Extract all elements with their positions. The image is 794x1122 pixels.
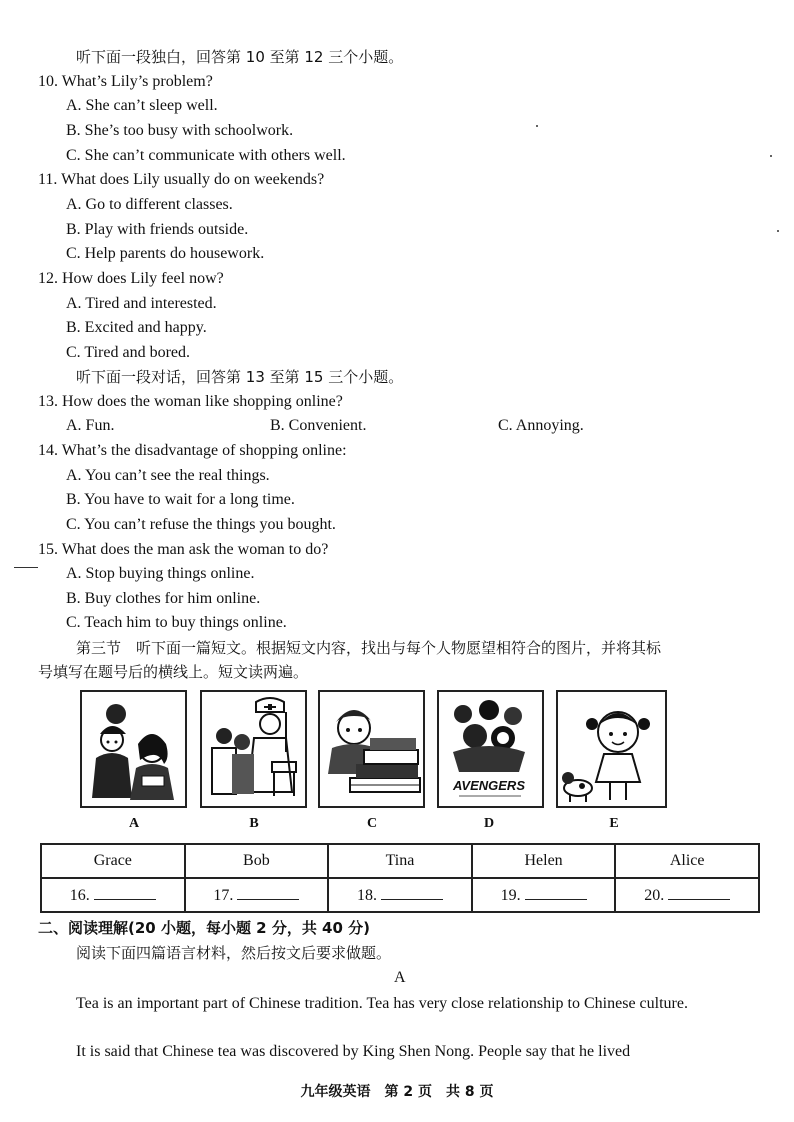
option-15a: A. Stop buying things online.: [66, 565, 255, 582]
picture-label-c: C: [366, 816, 378, 831]
table-row-names: [41, 844, 759, 878]
answer-cell-17[interactable]: [185, 878, 329, 912]
option-10c: C. She can’t communicate with others well.: [66, 147, 346, 164]
answer-blank[interactable]: [525, 885, 587, 900]
answer-cell-18[interactable]: [328, 878, 472, 912]
page-footer: 九年级英语 第 2 页 共 8 页: [300, 1084, 494, 1100]
blank-number: 18.: [356, 887, 377, 904]
question-12: 12. How does Lily feel now?: [38, 270, 224, 287]
answer-blank[interactable]: [237, 885, 299, 900]
option-15b: B. Buy clothes for him online.: [66, 590, 261, 607]
question-14: 14. What’s the disadvantage of shopping online:: [38, 442, 347, 459]
scan-speck: [536, 125, 538, 127]
books-stack-icon: [320, 692, 423, 806]
question-11: 11. What does Lily usually do on weekends?: [38, 171, 325, 188]
option-10a: A. She can’t sleep well.: [66, 97, 218, 114]
option-14a: A. You can’t see the real things.: [66, 467, 270, 484]
question-13: 13. How does the woman like shopping online?: [38, 393, 343, 410]
poster-title: AVENGERS: [453, 778, 525, 793]
picture-a: [80, 690, 187, 808]
part2-heading: 二、阅读理解(20 小题，每小题 2 分，共 40 分): [38, 919, 371, 937]
section3-instruction-line1: 第三节 听下面一篇短文。根据短文内容，找出与每个人物愿望相符合的图片，并将其标: [76, 639, 662, 657]
picture-label-a: A: [128, 816, 140, 831]
option-15c: C. Teach him to buy things online.: [66, 614, 287, 631]
monologue-instruction: 听下面一段独白，回答第 10 至第 12 三个小题。: [76, 48, 404, 66]
option-11b: B. Play with friends outside.: [66, 221, 249, 238]
option-13a: A. Fun.: [66, 417, 115, 434]
option-11a: A. Go to different classes.: [66, 196, 233, 213]
name-cell: Bob: [185, 844, 329, 878]
name-cell: Grace: [41, 844, 185, 878]
option-13c: C. Annoying.: [498, 417, 584, 434]
girl-with-dog-icon: [558, 692, 665, 806]
option-12c: C. Tired and bored.: [66, 344, 190, 361]
table-row-answers: [41, 878, 759, 912]
picture-c: [318, 690, 425, 808]
picture-b: [200, 690, 307, 808]
passage-label: A: [394, 969, 406, 986]
option-14b: B. You have to wait for a long time.: [66, 491, 295, 508]
option-14c: C. You can’t refuse the things you bought.: [66, 516, 336, 533]
blank-number: 16.: [69, 887, 90, 904]
name-cell: Helen: [472, 844, 616, 878]
blank-number: 17.: [213, 887, 234, 904]
family-group-icon: [82, 692, 185, 806]
option-12a: A. Tired and interested.: [66, 295, 217, 312]
answer-cell-20[interactable]: [615, 878, 759, 912]
name-cell: Tina: [328, 844, 472, 878]
picture-label-e: E: [609, 816, 619, 831]
avengers-poster-icon: [439, 692, 542, 806]
picture-d: [437, 690, 544, 808]
option-12b: B. Excited and happy.: [66, 319, 207, 336]
answer-blank[interactable]: [668, 885, 730, 900]
passage-paragraph-2: It is said that Chinese tea was discovered by King Shen Nong. People say that he lived: [76, 1043, 631, 1060]
name-cell: Alice: [615, 844, 759, 878]
question-10: 10. What’s Lily’s problem?: [38, 73, 213, 90]
option-10b: B. She’s too busy with schoolwork.: [66, 122, 294, 139]
picture-e: [556, 690, 667, 808]
picture-label-b: B: [249, 816, 259, 831]
part2-instruction: 阅读下面四篇语言材料，然后按文后要求做题。: [76, 944, 392, 962]
passage-paragraph-1: Tea is an important part of Chinese tradition. Tea has very close relationship to Chinese culture.: [76, 995, 688, 1012]
answer-blank[interactable]: [94, 885, 156, 900]
picture-label-d: D: [483, 816, 495, 831]
option-11c: C. Help parents do housework.: [66, 245, 265, 262]
answer-cell-16[interactable]: [41, 878, 185, 912]
question-15: 15. What does the man ask the woman to do?: [38, 541, 329, 558]
scan-speck: [777, 230, 779, 232]
answer-cell-19[interactable]: [472, 878, 616, 912]
blank-number: 20.: [644, 887, 665, 904]
doctor-scene-icon: [202, 692, 305, 806]
section3-instruction-line2: 号填写在题号后的横线上。短文读两遍。: [38, 663, 309, 681]
option-13b: B. Convenient.: [270, 417, 367, 434]
dialog-instruction: 听下面一段对话，回答第 13 至第 15 三个小题。: [76, 368, 404, 386]
blank-number: 19.: [500, 887, 521, 904]
matching-table: [40, 843, 760, 913]
answer-blank[interactable]: [381, 885, 443, 900]
scan-speck: [770, 155, 772, 157]
margin-mark: [14, 567, 38, 568]
